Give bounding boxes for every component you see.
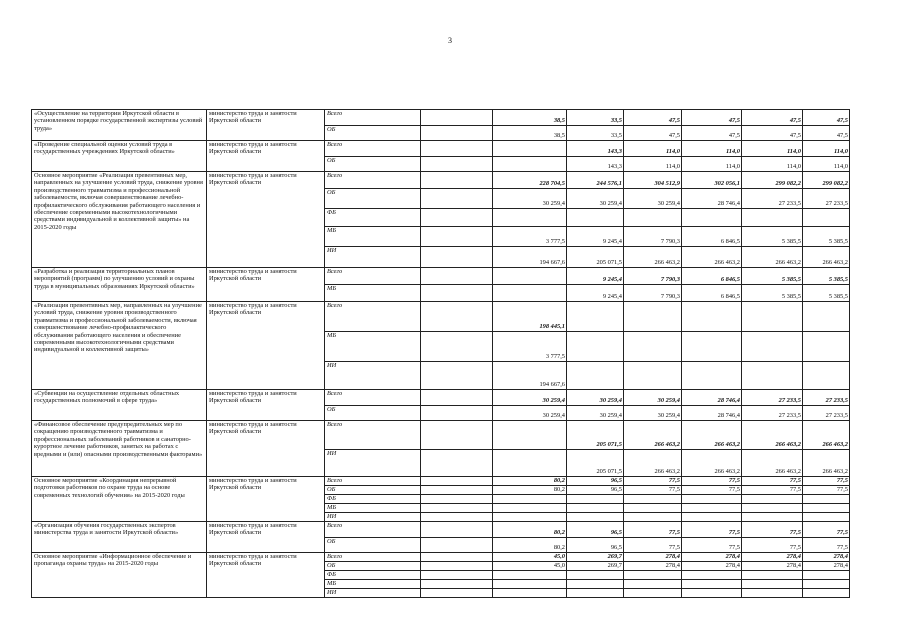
funding-source-cell: Всего — [325, 268, 421, 285]
funding-source-cell: ИИ — [325, 450, 421, 477]
amount-cell — [493, 141, 567, 157]
amount-cell: 27 233,5 — [742, 189, 803, 209]
funding-source-cell: ОБ — [325, 406, 421, 421]
executor-cell: министерство труда и занятости Иркутской области — [207, 141, 325, 172]
amount-cell: 198 445,1 — [493, 302, 567, 332]
amount-cell: 38,5 — [493, 110, 567, 126]
amount-cell — [493, 268, 567, 285]
executor-cell: министерство труда и занятости Иркутской области — [207, 421, 325, 477]
amount-cell: 27 233,5 — [742, 406, 803, 421]
amount-cell — [421, 571, 493, 580]
amount-cell: 278,4 — [682, 562, 742, 571]
amount-cell — [421, 285, 493, 302]
amount-cell: 30 259,4 — [624, 390, 682, 406]
funding-source-cell: ИИ — [325, 247, 421, 268]
amount-cell — [493, 504, 567, 513]
funding-source-cell: МБ — [325, 504, 421, 513]
executor-cell: министерство труда и занятости Иркутской области — [207, 553, 325, 598]
amount-cell: 28 746,4 — [682, 406, 742, 421]
amount-cell: 77,5 — [742, 522, 803, 538]
amount-cell — [803, 589, 850, 598]
amount-cell: 77,5 — [742, 486, 803, 495]
amount-cell — [421, 126, 493, 141]
amount-cell — [742, 495, 803, 504]
table-row — [32, 553, 850, 562]
funding-source-cell: ИИ — [325, 362, 421, 390]
table-row — [32, 268, 850, 285]
amount-cell: 194 667,6 — [493, 362, 567, 390]
amount-cell — [742, 302, 803, 332]
amount-cell — [493, 513, 567, 522]
amount-cell — [421, 450, 493, 477]
funding-source-cell: ОБ — [325, 562, 421, 571]
amount-cell: 5 385,5 — [742, 285, 803, 302]
amount-cell — [493, 571, 567, 580]
funding-source-cell: ОБ — [325, 538, 421, 553]
amount-cell: 30 259,4 — [624, 406, 682, 421]
amount-cell: 77,5 — [742, 538, 803, 553]
funding-source-cell: МБ — [325, 580, 421, 589]
amount-cell: 47,5 — [624, 110, 682, 126]
amount-cell: 6 846,5 — [682, 285, 742, 302]
amount-cell: 96,5 — [567, 486, 624, 495]
amount-cell: 9 245,4 — [567, 227, 624, 247]
amount-cell: 77,5 — [803, 486, 850, 495]
table-row — [32, 522, 850, 538]
amount-cell: 266 463,2 — [803, 421, 850, 450]
amount-cell: 266 463,2 — [624, 421, 682, 450]
amount-cell — [624, 302, 682, 332]
activity-name-cell: «Субвенции на осуществление отдельных областных государственных полномочий в сфере труда» — [32, 390, 207, 421]
table-row — [32, 110, 850, 126]
amount-cell: 114,0 — [624, 141, 682, 157]
amount-cell: 6 846,5 — [682, 268, 742, 285]
amount-cell: 114,0 — [803, 141, 850, 157]
amount-cell: 30 259,4 — [567, 189, 624, 209]
amount-cell — [624, 571, 682, 580]
amount-cell — [493, 589, 567, 598]
page-number: 3 — [448, 36, 452, 45]
amount-cell — [742, 571, 803, 580]
amount-cell — [421, 486, 493, 495]
amount-cell: 47,5 — [803, 110, 850, 126]
amount-cell: 114,0 — [742, 141, 803, 157]
table-row — [32, 421, 850, 450]
amount-cell: 9 245,4 — [567, 285, 624, 302]
amount-cell: 33,5 — [567, 110, 624, 126]
amount-cell: 278,4 — [624, 553, 682, 562]
amount-cell — [421, 589, 493, 598]
table-row — [32, 172, 850, 189]
amount-cell: 77,5 — [624, 477, 682, 486]
funding-source-cell: ФБ — [325, 495, 421, 504]
activity-name-cell: «Реализация превентивных мер, направленных на улучшение условий труда, снижение уровня производственного травматизма и профессиональной заболеваемости, включая совершенствование лечебно-профилактического обслуживания работающего населения и обеспечение современными высокотехнологичными средствами индивидуальной и коллективной защиты» — [32, 302, 207, 390]
amount-cell: 47,5 — [742, 110, 803, 126]
amount-cell: 77,5 — [624, 538, 682, 553]
amount-cell — [421, 332, 493, 362]
amount-cell: 30 259,4 — [567, 406, 624, 421]
amount-cell: 80,2 — [493, 477, 567, 486]
amount-cell — [493, 450, 567, 477]
funding-source-cell: Всего — [325, 141, 421, 157]
amount-cell — [624, 513, 682, 522]
amount-cell: 244 576,1 — [567, 172, 624, 189]
amount-cell — [803, 504, 850, 513]
amount-cell — [803, 362, 850, 390]
amount-cell — [421, 504, 493, 513]
amount-cell: 77,5 — [624, 522, 682, 538]
amount-cell: 278,4 — [682, 553, 742, 562]
amount-cell: 45,0 — [493, 562, 567, 571]
amount-cell — [421, 522, 493, 538]
amount-cell — [421, 406, 493, 421]
amount-cell: 299 082,2 — [803, 172, 850, 189]
amount-cell — [567, 513, 624, 522]
amount-cell: 266 463,2 — [742, 450, 803, 477]
activity-name-cell: «Проведение специальной оценки условий труда в государственных учреждениях Иркутской области» — [32, 141, 207, 172]
amount-cell — [624, 209, 682, 227]
amount-cell: 5 385,5 — [803, 268, 850, 285]
amount-cell — [682, 589, 742, 598]
activity-name-cell: «Организация обучения государственных экспертов министерства труда и занятости Иркутской области» — [32, 522, 207, 553]
amount-cell — [567, 589, 624, 598]
amount-cell: 143,3 — [567, 157, 624, 172]
amount-cell: 47,5 — [682, 110, 742, 126]
amount-cell: 114,0 — [682, 141, 742, 157]
amount-cell: 33,5 — [567, 126, 624, 141]
amount-cell: 278,4 — [803, 553, 850, 562]
amount-cell — [493, 580, 567, 589]
amount-cell — [624, 495, 682, 504]
amount-cell: 5 385,5 — [742, 227, 803, 247]
amount-cell: 266 463,2 — [803, 450, 850, 477]
amount-cell — [803, 332, 850, 362]
amount-cell: 278,4 — [742, 553, 803, 562]
amount-cell: 77,5 — [803, 538, 850, 553]
amount-cell: 5 385,5 — [803, 285, 850, 302]
amount-cell — [624, 504, 682, 513]
amount-cell: 77,5 — [682, 522, 742, 538]
amount-cell: 77,5 — [624, 486, 682, 495]
amount-cell: 114,0 — [803, 157, 850, 172]
amount-cell: 114,0 — [682, 157, 742, 172]
amount-cell — [682, 302, 742, 332]
table-row — [32, 390, 850, 406]
amount-cell: 96,5 — [567, 538, 624, 553]
amount-cell: 114,0 — [624, 157, 682, 172]
amount-cell — [421, 495, 493, 504]
amount-cell: 205 071,5 — [567, 421, 624, 450]
amount-cell — [493, 285, 567, 302]
amount-cell — [742, 209, 803, 227]
funding-source-cell: МБ — [325, 285, 421, 302]
funding-source-cell: ИИ — [325, 513, 421, 522]
amount-cell — [567, 580, 624, 589]
amount-cell: 114,0 — [742, 157, 803, 172]
amount-cell: 30 259,4 — [493, 189, 567, 209]
amount-cell — [682, 513, 742, 522]
amount-cell — [567, 571, 624, 580]
activity-name-cell: «Финансовое обеспечение предупредительных мер по сокращению производственного травматизма и профессиональных заболеваний работников и санаторно-курортное лечение работников, занятых на работах с вредными и (или) опасными производственными факторами» — [32, 421, 207, 477]
amount-cell: 28 746,4 — [682, 390, 742, 406]
amount-cell: 77,5 — [742, 477, 803, 486]
amount-cell: 47,5 — [742, 126, 803, 141]
amount-cell: 266 463,2 — [624, 450, 682, 477]
amount-cell: 205 071,5 — [567, 450, 624, 477]
amount-cell — [421, 390, 493, 406]
amount-cell — [421, 268, 493, 285]
amount-cell: 9 245,4 — [567, 268, 624, 285]
amount-cell — [742, 332, 803, 362]
funding-source-cell: Всего — [325, 110, 421, 126]
amount-cell: 77,5 — [803, 477, 850, 486]
amount-cell — [567, 209, 624, 227]
amount-cell: 47,5 — [803, 126, 850, 141]
amount-cell: 7 790,3 — [624, 227, 682, 247]
amount-cell: 80,2 — [493, 486, 567, 495]
amount-cell: 38,5 — [493, 126, 567, 141]
funding-source-cell: Всего — [325, 390, 421, 406]
executor-cell: министерство труда и занятости Иркутской области — [207, 110, 325, 141]
amount-cell: 6 846,5 — [682, 227, 742, 247]
funding-source-cell: Всего — [325, 172, 421, 189]
amount-cell: 45,0 — [493, 553, 567, 562]
amount-cell: 96,5 — [567, 477, 624, 486]
funding-source-cell: МБ — [325, 227, 421, 247]
amount-cell: 77,5 — [682, 486, 742, 495]
funding-source-cell: Всего — [325, 553, 421, 562]
funding-source-cell: МБ — [325, 332, 421, 362]
amount-cell — [421, 302, 493, 332]
amount-cell — [421, 141, 493, 157]
amount-cell — [624, 580, 682, 589]
amount-cell: 7 790,3 — [624, 268, 682, 285]
amount-cell — [803, 495, 850, 504]
funding-source-cell: Всего — [325, 421, 421, 450]
executor-cell: министерство труда и занятости Иркутской области — [207, 522, 325, 553]
funding-source-cell: ФБ — [325, 571, 421, 580]
funding-source-cell: ОБ — [325, 189, 421, 209]
amount-cell: 3 777,5 — [493, 332, 567, 362]
amount-cell — [682, 571, 742, 580]
amount-cell: 269,7 — [567, 562, 624, 571]
budget-table — [31, 109, 850, 598]
amount-cell: 205 071,5 — [567, 247, 624, 268]
amount-cell — [421, 477, 493, 486]
amount-cell: 27 233,5 — [803, 390, 850, 406]
funding-source-cell: Всего — [325, 522, 421, 538]
amount-cell: 30 259,4 — [493, 406, 567, 421]
activity-name-cell: «Осуществление на территории Иркутской области в установленном порядке государственной экспертизы условий труда» — [32, 110, 207, 141]
amount-cell: 30 259,4 — [493, 390, 567, 406]
amount-cell: 278,4 — [742, 562, 803, 571]
amount-cell — [803, 571, 850, 580]
amount-cell: 96,5 — [567, 522, 624, 538]
amount-cell — [682, 332, 742, 362]
amount-cell: 302 056,1 — [682, 172, 742, 189]
amount-cell: 278,4 — [624, 562, 682, 571]
amount-cell: 30 259,4 — [567, 390, 624, 406]
amount-cell — [567, 362, 624, 390]
funding-source-cell: ИИ — [325, 589, 421, 598]
amount-cell: 28 746,4 — [682, 189, 742, 209]
amount-cell: 266 463,2 — [624, 247, 682, 268]
amount-cell — [421, 421, 493, 450]
amount-cell: 299 082,2 — [742, 172, 803, 189]
amount-cell: 27 233,5 — [803, 406, 850, 421]
amount-cell — [421, 580, 493, 589]
amount-cell — [624, 589, 682, 598]
funding-source-cell: Всего — [325, 302, 421, 332]
amount-cell: 143,3 — [567, 141, 624, 157]
amount-cell — [493, 495, 567, 504]
amount-cell: 266 463,2 — [742, 421, 803, 450]
amount-cell: 27 233,5 — [803, 189, 850, 209]
amount-cell — [742, 513, 803, 522]
amount-cell — [421, 157, 493, 172]
activity-name-cell: Основное мероприятие «Координация непрерывной подготовки работников по охране труда на основе современных технологий обучения» на 2015-2020 годы — [32, 477, 207, 522]
amount-cell: 77,5 — [803, 522, 850, 538]
amount-cell — [624, 332, 682, 362]
amount-cell — [803, 302, 850, 332]
funding-source-cell: ОБ — [325, 126, 421, 141]
amount-cell: 5 385,5 — [742, 268, 803, 285]
amount-cell — [682, 209, 742, 227]
amount-cell — [421, 538, 493, 553]
amount-cell — [682, 504, 742, 513]
amount-cell: 266 463,2 — [682, 247, 742, 268]
executor-cell: министерство труда и занятости Иркутской области — [207, 302, 325, 390]
table-row — [32, 477, 850, 486]
amount-cell — [421, 172, 493, 189]
amount-cell — [493, 209, 567, 227]
amount-cell — [567, 495, 624, 504]
table-row — [32, 141, 850, 157]
amount-cell: 27 233,5 — [742, 390, 803, 406]
funding-source-cell: ОБ — [325, 157, 421, 172]
amount-cell: 5 385,5 — [803, 227, 850, 247]
amount-cell: 304 512,9 — [624, 172, 682, 189]
amount-cell: 228 704,5 — [493, 172, 567, 189]
table-row — [32, 302, 850, 332]
amount-cell — [421, 227, 493, 247]
amount-cell — [682, 362, 742, 390]
amount-cell: 266 463,2 — [742, 247, 803, 268]
executor-cell: министерство труда и занятости Иркутской области — [207, 390, 325, 421]
amount-cell: 278,4 — [803, 562, 850, 571]
amount-cell: 194 667,6 — [493, 247, 567, 268]
amount-cell: 3 777,5 — [493, 227, 567, 247]
amount-cell — [567, 302, 624, 332]
amount-cell — [742, 580, 803, 589]
activity-name-cell: «Разработка и реализация территориальных планов мероприятий (программ) по улучшению условий и охраны труда в муниципальных образованиях Иркутской области» — [32, 268, 207, 302]
amount-cell: 77,5 — [682, 538, 742, 553]
amount-cell — [421, 209, 493, 227]
amount-cell — [493, 157, 567, 172]
activity-name-cell: Основное мероприятие «Информационное обеспечение и пропаганда охраны труда» на 2015-2020 годы — [32, 553, 207, 598]
amount-cell — [682, 495, 742, 504]
amount-cell: 47,5 — [624, 126, 682, 141]
amount-cell — [803, 580, 850, 589]
amount-cell — [421, 189, 493, 209]
amount-cell — [803, 209, 850, 227]
amount-cell: 80,2 — [493, 522, 567, 538]
executor-cell: министерство труда и занятости Иркутской области — [207, 268, 325, 302]
amount-cell — [421, 513, 493, 522]
amount-cell: 269,7 — [567, 553, 624, 562]
funding-source-cell: ОБ — [325, 486, 421, 495]
amount-cell — [421, 562, 493, 571]
amount-cell — [493, 421, 567, 450]
amount-cell: 266 463,2 — [682, 450, 742, 477]
amount-cell: 266 463,2 — [682, 421, 742, 450]
amount-cell — [567, 332, 624, 362]
amount-cell — [421, 247, 493, 268]
funding-source-cell: Всего — [325, 477, 421, 486]
activity-name-cell: Основное мероприятие «Реализация превентивных мер, направленных на улучшение условий труда, снижение уровня производственного травматизма и профессиональной заболеваемости, включая совершенствование лечебно-профилактического обслуживания работающего населения и обеспечение современными высокотехнологичными средствами индивидуальной и коллективной защиты» на 2015-2020 годы — [32, 172, 207, 268]
amount-cell — [421, 553, 493, 562]
amount-cell — [742, 504, 803, 513]
amount-cell: 80,2 — [493, 538, 567, 553]
executor-cell: министерство труда и занятости Иркутской области — [207, 172, 325, 268]
amount-cell: 7 790,3 — [624, 285, 682, 302]
amount-cell: 266 463,2 — [803, 247, 850, 268]
executor-cell: министерство труда и занятости Иркутской области — [207, 477, 325, 522]
amount-cell — [742, 589, 803, 598]
amount-cell — [803, 513, 850, 522]
amount-cell — [421, 110, 493, 126]
amount-cell — [742, 362, 803, 390]
amount-cell — [624, 362, 682, 390]
amount-cell — [421, 362, 493, 390]
amount-cell — [682, 580, 742, 589]
amount-cell — [567, 504, 624, 513]
amount-cell: 77,5 — [682, 477, 742, 486]
amount-cell: 47,5 — [682, 126, 742, 141]
amount-cell: 30 259,4 — [624, 189, 682, 209]
funding-source-cell: ФБ — [325, 209, 421, 227]
